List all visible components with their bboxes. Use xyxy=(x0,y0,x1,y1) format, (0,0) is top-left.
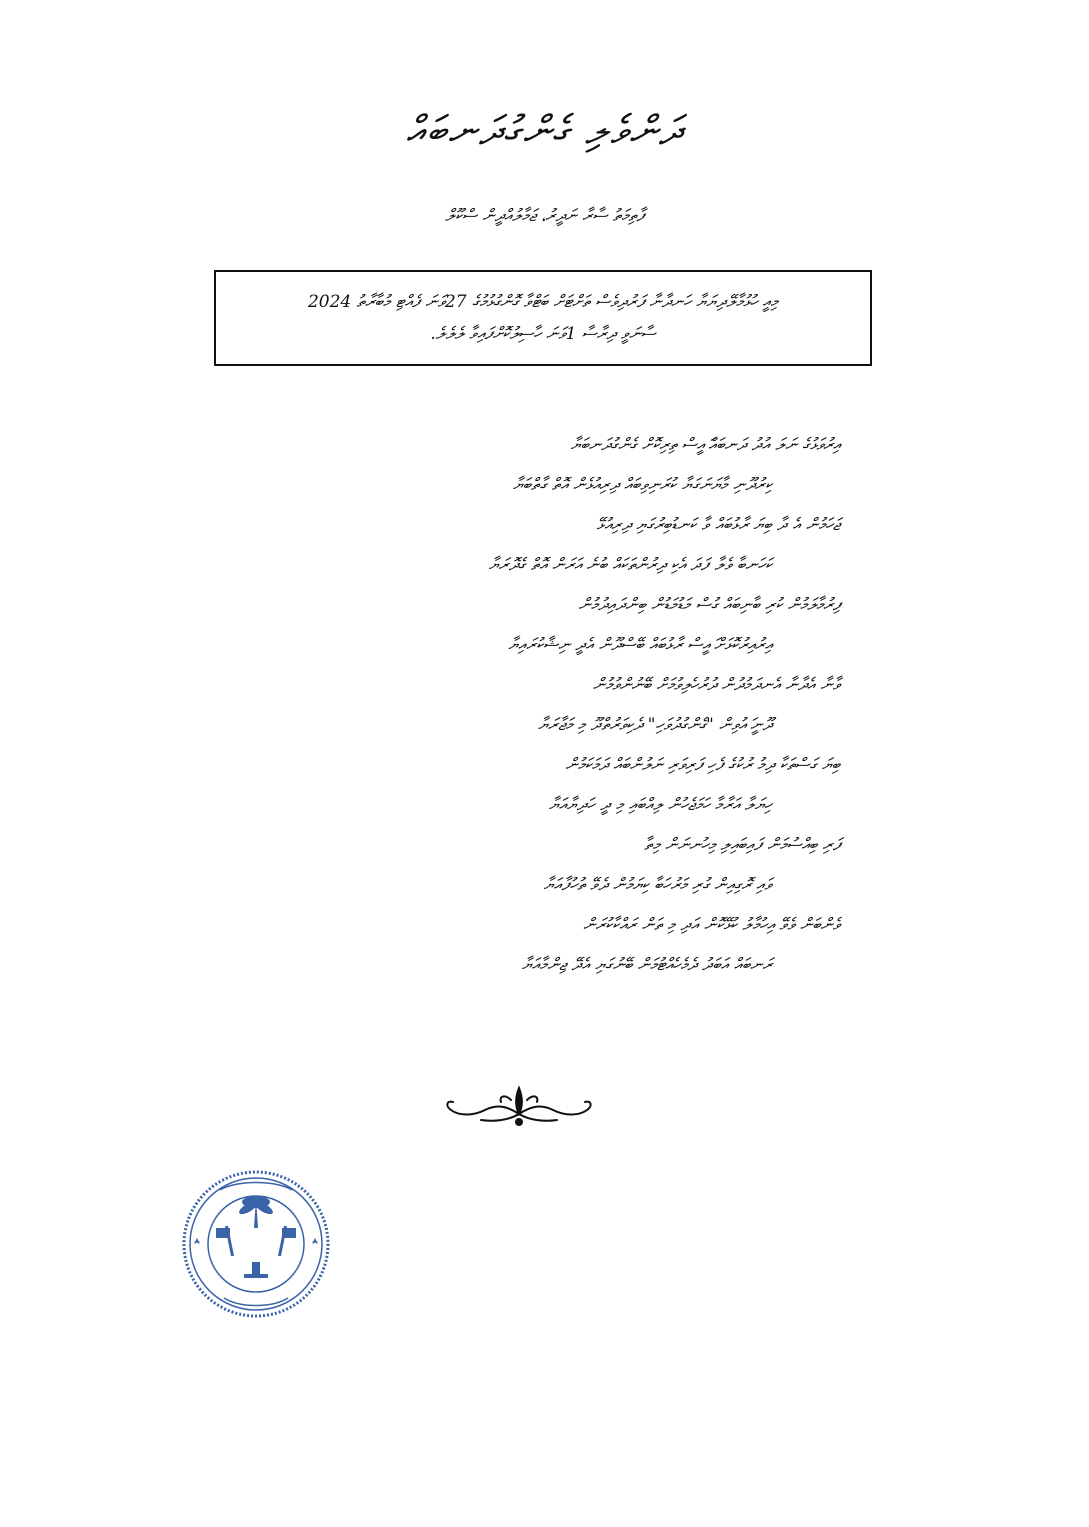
poem-verse: ހިޔަލާ އަރާމާ ހަމަޖެހުން ލިއްބައި މި ދީ ހަދިޔާއަޔާ xyxy=(548,795,772,815)
poem-verse: ބިޔަ ގަސްތަކާ ދިމު ރުކުގެ ފެހި ފަރިވަރި ނަލުންބައް ދަމަކަމުން xyxy=(565,755,840,775)
poem-verse: ވައި ރޮގިއިން ގުރި މަރުހަބާ ކިޔަމުން ދެވޭ ތުހުފާއަޔާ xyxy=(543,875,772,895)
page-subtitle: ފާތިމަތު ސާރާ ނަދީރު، ޖަމާލުއްދީން ސްކޫލް xyxy=(445,206,644,226)
page-title: ދަންވެލި ގެންގުދަނބައް xyxy=(406,108,683,154)
school-seal-icon xyxy=(180,1168,332,1320)
poem-verse: ކަހަނބާ ވެލާ ފަދަ އެކި ދިރުންތަކައް ބުނެ އަރަން އޮތް ގެދޮރަޔާ xyxy=(488,555,772,575)
poem-verse: ވެންބަން ވެވޭ އިހުމާލު ކުޅޭކޮން އަދި މި ތަން ރައްކާކުރަން xyxy=(583,915,840,935)
poem-verse: ދޫނީ ައުވިން "ގެންގުދުވަހި" ދެކިވަރުތްދޫ މި މަޖާރަޔާ xyxy=(537,715,772,735)
info-line-2: ސާނަވީ ދިރާސާ 1ވަނަ ހާސިލުކޮށްފައިވާ ލެލެލެ. xyxy=(430,324,656,344)
poem-verse: ރަނބައް އަބަދު ދެމެހެއްޓުމަން ބޭނުގަޔި އެދޭ ޖިންމާއަޔާ xyxy=(521,955,772,975)
poem-verse: ފިރުމާލަމުން ކުރި ބާނިބައް ގުސް މަޑުމަޑުން ބިންދައިދުމުން xyxy=(578,595,840,615)
info-line-1: މިއީ ހުޅުމާލޭދިޔަޔާ ހަނދާނާ ފަރުދިވެސް ތަށްޓަށް ބަޓްވާ ގޮންގުޅުމުގެ 27ވަނަ ފެއްޓި މުބާރާތު 2024 xyxy=(307,292,779,312)
poem-verse: ޖަހަމުން އެ ދާ ބިޔަ ރާޅުބައް ވާ ކަނޑުބިރުގަޔި ދިރިއުޅޭ xyxy=(596,515,840,535)
poem-verse: އިރުވަޅުގެ ނަލަ އުދު ދަނބައް ައީސް ތިރިކޮށް ގެންގުދަނބަޔާ xyxy=(570,435,840,455)
scroll-ornament-icon xyxy=(437,1080,601,1140)
poem-verse: ފަރި ބިއްސުމަން ފައިބައިލި މިހުނނަން މިތާ xyxy=(644,835,840,855)
info-box xyxy=(214,270,872,366)
poem-verse: އިރުއިރުކޮޅަށް ައީސް ރާޅުބައް ބޭސްދޫން އެދީ ނިޝާކުރައިޔާ xyxy=(508,635,772,655)
poem-verse: ކިރުދޫނި މާޔަނަގަޔާ ކުރަނިވިބައް ދިރިއުޅެން އޮތް ގާތްބަޔާ xyxy=(512,475,772,495)
poem xyxy=(240,425,840,985)
poem-verse: ވާނާ އެދާނާ އެނދަމުދުން ދުރުހެލިވުމަށް ބޭނުންވުމުން xyxy=(592,675,840,695)
